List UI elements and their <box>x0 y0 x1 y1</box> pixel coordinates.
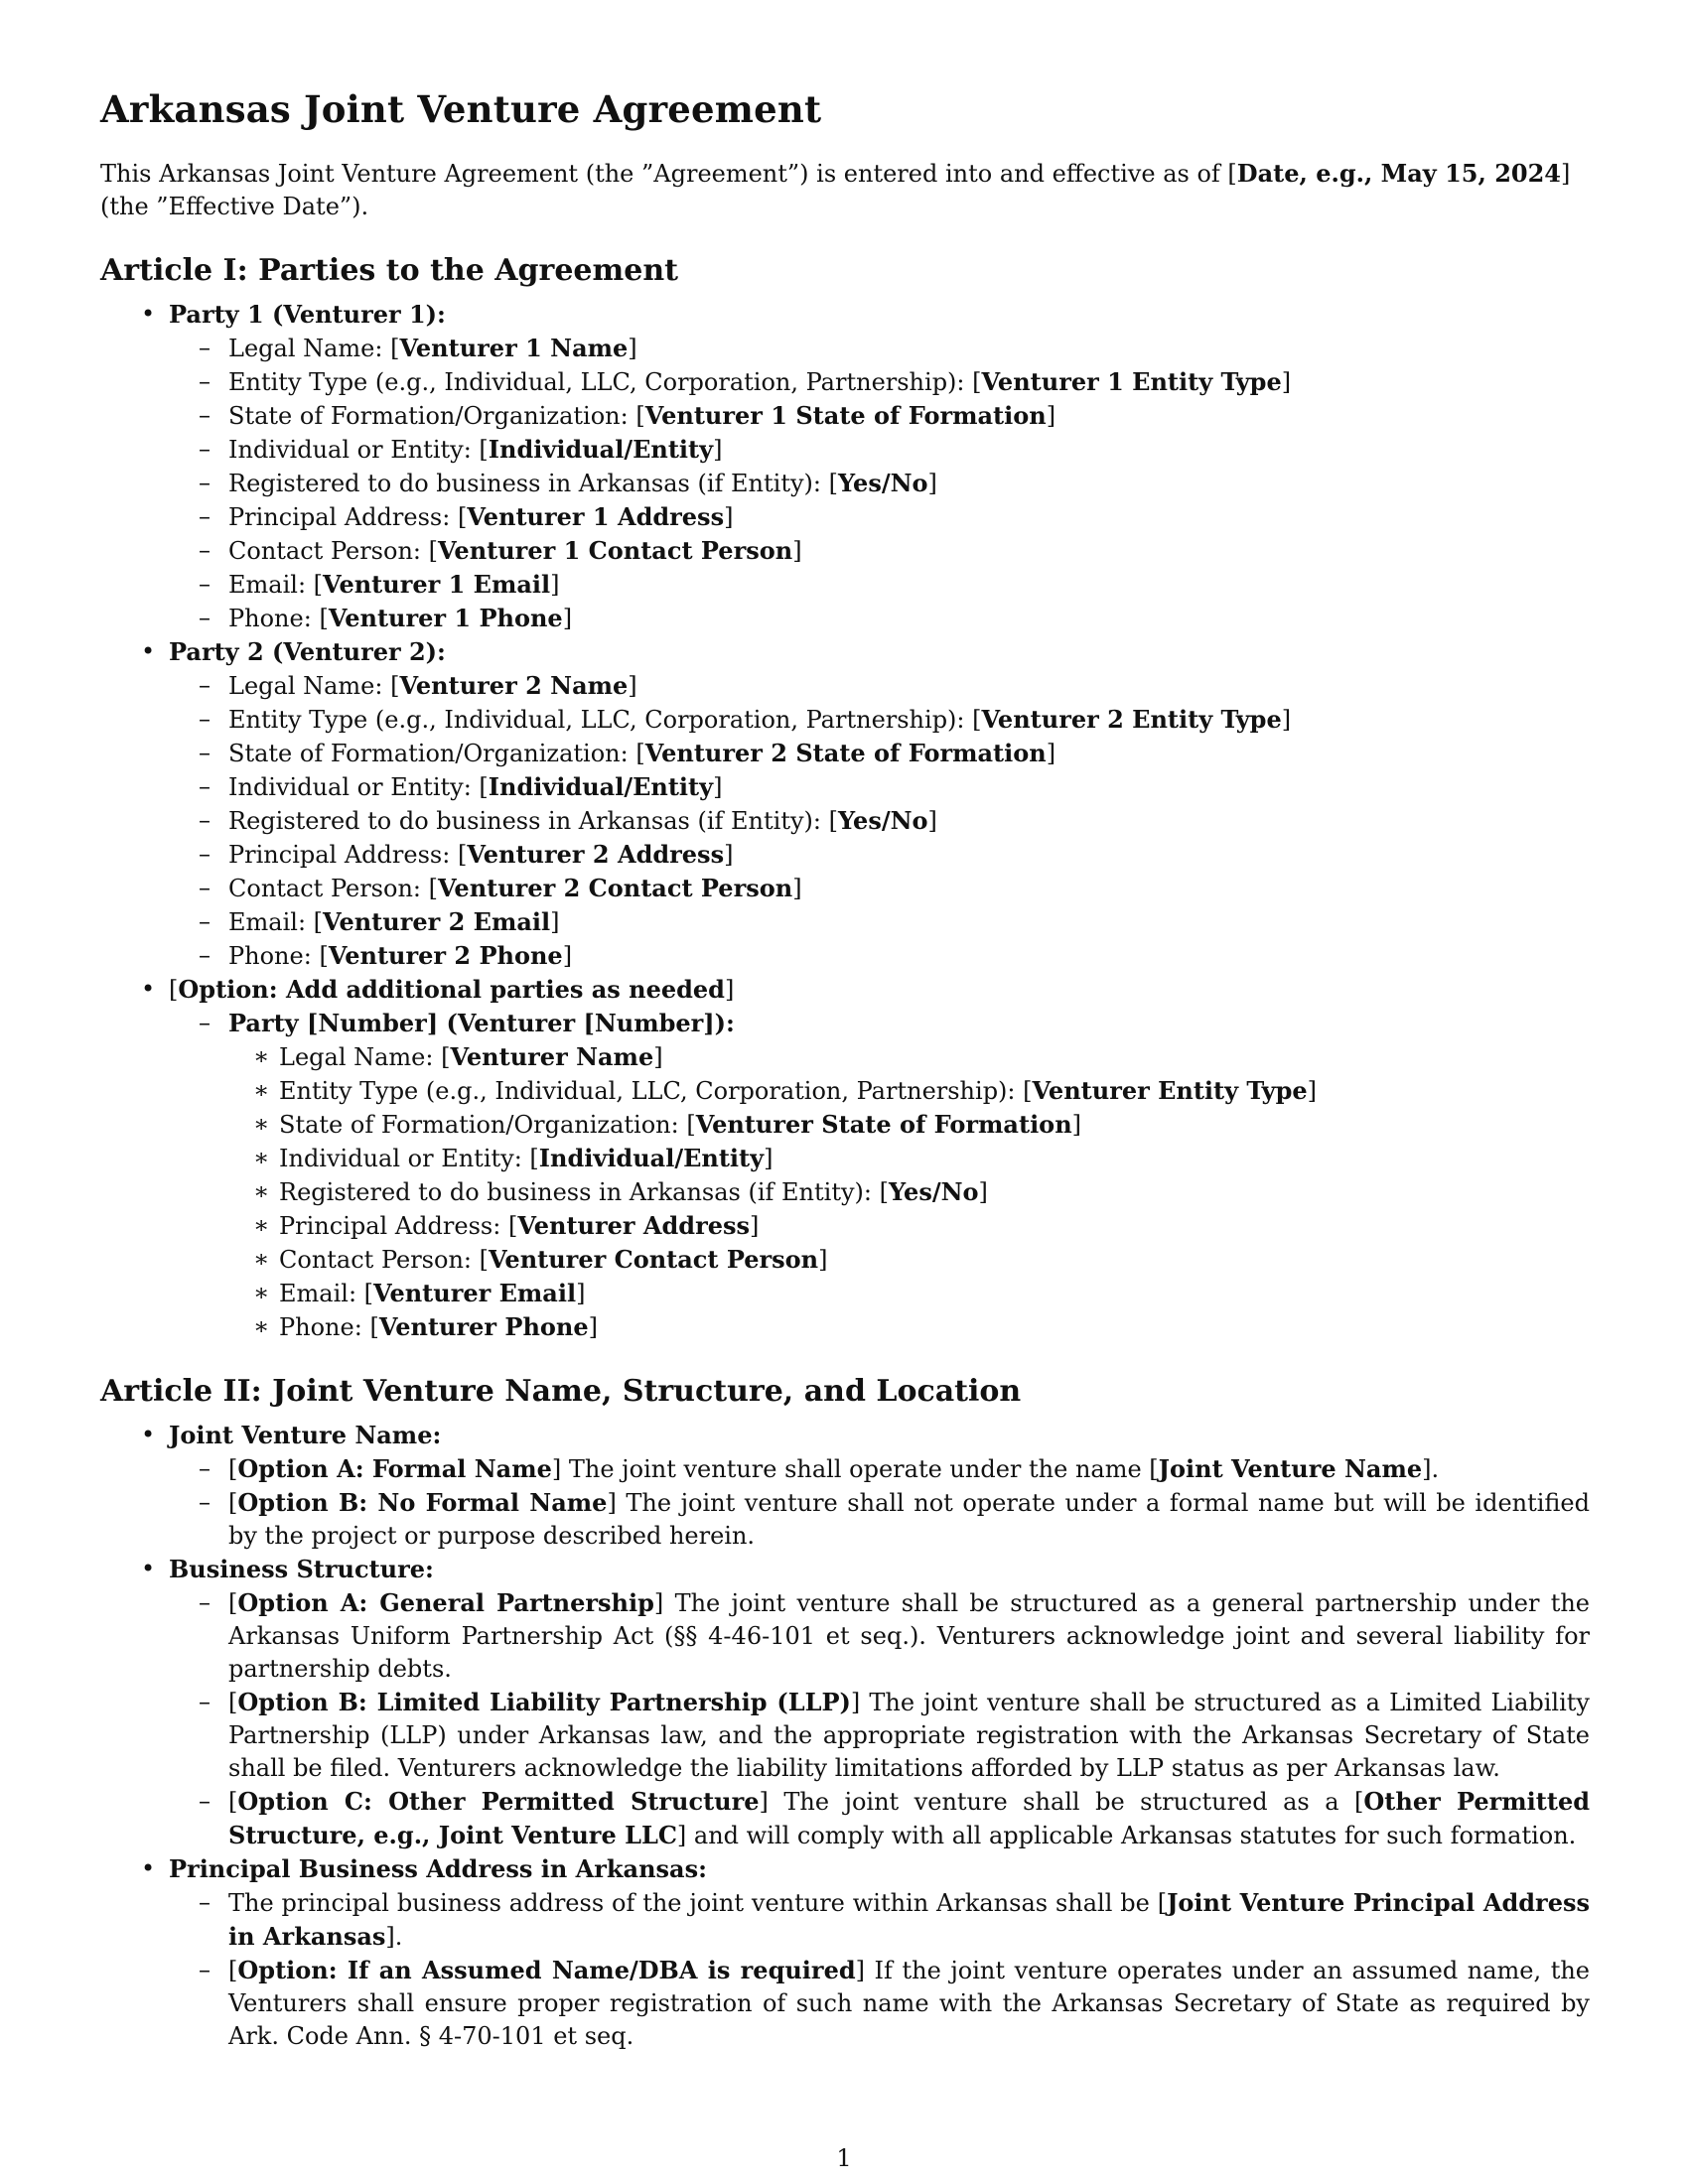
party-1-registered: – Registered to do business in Arkansas (if Entity): [Yes/No] <box>228 467 1590 500</box>
intro-before: This Arkansas Joint Venture Agreement (the ”Agreement”) is entered into and effective as of [ <box>100 160 1237 188</box>
additional-phone: ∗ Phone: [Venturer Phone] <box>279 1310 1590 1344</box>
field-label: Registered to do business in Arkansas (if Entity): <box>279 1178 880 1206</box>
field-label: Legal Name: <box>228 335 391 362</box>
additional-registered: ∗ Registered to do business in Arkansas (if Entity): [Yes/No] <box>279 1175 1590 1209</box>
field-label: Phone: <box>279 1313 370 1341</box>
effective-date-placeholder: Date, e.g., May 15, 2024 <box>1236 159 1562 188</box>
parties-list <box>100 298 1590 1344</box>
field-label: Individual or Entity: <box>279 1145 530 1172</box>
option-placeholder: Joint Venture Name <box>1158 1454 1423 1483</box>
field-label: Registered to do business in Arkansas (if Entity): <box>228 470 829 497</box>
option-text-end: ]. <box>1422 1455 1440 1483</box>
field-placeholder: Venturer Email <box>373 1279 577 1307</box>
document-page <box>100 87 1590 2053</box>
option-placeholder: Other Permitted Structure, e.g., Joint Venture LLC <box>228 1787 1590 1849</box>
jv-name-option-a: – [Option A: Formal Name] The joint venture shall operate under the name [Joint Venture Name]. <box>228 1452 1590 1486</box>
field-label: State of Formation/Organization: <box>279 1111 687 1139</box>
field-label: Principal Address: <box>228 503 458 531</box>
additional-legal-name: ∗ Legal Name: [Venturer Name] <box>279 1040 1590 1074</box>
party-2-registered: – Registered to do business in Arkansas (if Entity): [Yes/No] <box>228 804 1590 838</box>
party-1-fields <box>169 332 1590 635</box>
additional-contact: ∗ Contact Person: [Venturer Contact Person] <box>279 1243 1590 1277</box>
field-label: Phone: <box>228 605 320 632</box>
option-label: Option A: Formal Name <box>237 1454 552 1483</box>
structure-option-c: – [Option C: Other Permitted Structure] The joint venture shall be structured as a [Other Permitted Structure, e.g., Joint Venture LLC] and will comply with all applicable Arkansas statutes for such formation. <box>228 1785 1590 1852</box>
article-1-heading: Article I: Parties to the Agreement <box>100 253 678 288</box>
party-2-label: Party 2 (Venturer 2): <box>169 637 446 666</box>
option-text: The joint venture shall be structured as a [ <box>768 1788 1364 1816</box>
option-label: Option B: Limited Liability Partnership (LLP) <box>237 1688 851 1716</box>
option-text: The joint venture shall be structured as a general partnership under the Arkansas Uniform Partnership Act (§§ 4-46-101 et seq.). Venturers acknowledge joint and several liability for partnership debts. <box>228 1589 1590 1683</box>
party-2-state: – State of Formation/Organization: [Venturer 2 State of Formation] <box>228 737 1590 770</box>
option-text: The joint venture shall operate under the name [ <box>561 1455 1159 1483</box>
field-placeholder: Venturer 2 Contact Person <box>438 874 793 902</box>
field-label: Contact Person: <box>279 1246 480 1274</box>
additional-parties-option: Option: Add additional parties as needed <box>178 975 725 1004</box>
field-label: Email: <box>228 571 314 599</box>
option-label: Option: If an Assumed Name/DBA is required <box>237 1956 856 1984</box>
principal-address-label: Principal Business Address in Arkansas: <box>169 1854 707 1883</box>
option-text: The joint venture shall not operate under a formal name but will be identified by the project or purpose described herein. <box>228 1489 1590 1550</box>
option-text: If the joint venture operates under an assumed name, the Venturers shall ensure proper registration of such name with the Arkansas Secretary of State as required by Ark. Code Ann. § 4-70-101 et seq. <box>228 1957 1590 2050</box>
intro-paragraph <box>100 157 1590 223</box>
party-2-contact: – Contact Person: [Venturer 2 Contact Person] <box>228 872 1590 905</box>
party-2-entity-type: – Entity Type (e.g., Individual, LLC, Corporation, Partnership): [Venturer 2 Entity Type] <box>228 703 1590 737</box>
party-1-state: – State of Formation/Organization: [Venturer 1 State of Formation] <box>228 399 1590 433</box>
field-placeholder: Venturer 2 Phone <box>328 941 563 970</box>
option-text-end: ] and will comply with all applicable Arkansas statutes for such formation. <box>676 1822 1577 1849</box>
option-label: Option C: Other Permitted Structure <box>237 1787 760 1816</box>
field-label: Legal Name: <box>279 1043 442 1071</box>
party-2-address: – Principal Address: [Venturer 2 Address] <box>228 838 1590 872</box>
option-text-end: ]. <box>385 1923 403 1951</box>
field-label: Contact Person: <box>228 875 429 902</box>
article-2-heading: Article II: Joint Venture Name, Structure, and Location <box>100 1374 1022 1409</box>
field-label: Principal Address: <box>279 1212 508 1240</box>
field-label: Legal Name: <box>228 672 391 700</box>
field-placeholder: Yes/No <box>889 1177 979 1206</box>
party-1-phone: – Phone: [Venturer 1 Phone] <box>228 602 1590 635</box>
party-1-entity-type: – Entity Type (e.g., Individual, LLC, Corporation, Partnership): [Venturer 1 Entity Type] <box>228 365 1590 399</box>
field-placeholder: Venturer 2 Address <box>467 840 725 869</box>
field-placeholder: Venturer State of Formation <box>695 1110 1072 1139</box>
field-placeholder: Venturer Phone <box>378 1312 589 1341</box>
party-1-contact: – Contact Person: [Venturer 1 Contact Person] <box>228 534 1590 568</box>
principal-address-options <box>169 1886 1590 2053</box>
field-placeholder: Venturer 1 Phone <box>328 604 563 632</box>
jv-name-option-b: – [Option B: No Formal Name] The joint venture shall not operate under a formal name but will be identified by the project or purpose described herein. <box>228 1486 1590 1553</box>
party-2-legal-name: – Legal Name: [Venturer 2 Name] <box>228 669 1590 703</box>
party-1-address: – Principal Address: [Venturer 1 Address] <box>228 500 1590 534</box>
option-label: Option B: No Formal Name <box>237 1488 608 1517</box>
field-label: State of Formation/Organization: <box>228 740 636 767</box>
additional-party-fields <box>228 1040 1590 1344</box>
structure-option-a: – [Option A: General Partnership] The joint venture shall be structured as a general partnership under the Arkansas Uniform Partnership Act (§§ 4-46-101 et seq.). Venturers acknowledge joint and several liability for partnership debts. <box>228 1586 1590 1686</box>
page-number: 1 <box>836 2144 852 2172</box>
field-placeholder: Venturer 2 Name <box>399 671 629 700</box>
field-placeholder: Venturer 2 State of Formation <box>644 739 1047 767</box>
additional-party-label: Party [Number] (Venturer [Number]): <box>228 1009 735 1037</box>
jv-name-label: Joint Venture Name: <box>169 1421 442 1449</box>
field-label: Entity Type (e.g., Individual, LLC, Corporation, Partnership): <box>279 1077 1024 1105</box>
party-2-fields <box>169 669 1590 973</box>
additional-state: ∗ State of Formation/Organization: [Venturer State of Formation] <box>279 1108 1590 1142</box>
business-structure-label: Business Structure: <box>169 1555 434 1583</box>
field-placeholder: Venturer Name <box>450 1042 654 1071</box>
party-2-item <box>169 635 1590 973</box>
option-placeholder: Joint Venture Principal Address in Arkansas <box>228 1888 1590 1951</box>
field-placeholder: Venturer 2 Entity Type <box>981 705 1282 734</box>
field-placeholder: Venturer 1 Name <box>399 334 629 362</box>
party-1-item <box>169 298 1590 635</box>
field-placeholder: Yes/No <box>838 469 928 497</box>
jv-name-item <box>169 1419 1590 1553</box>
field-placeholder: Venturer 1 Contact Person <box>438 536 793 565</box>
field-label: State of Formation/Organization: <box>228 402 636 430</box>
field-label: Entity Type (e.g., Individual, LLC, Corporation, Partnership): <box>228 368 973 396</box>
jv-name-options <box>169 1452 1590 1553</box>
field-label: Individual or Entity: <box>228 436 480 464</box>
field-placeholder: Venturer 2 Email <box>323 907 551 936</box>
additional-individual-entity: ∗ Individual or Entity: [Individual/Entity] <box>279 1142 1590 1175</box>
field-label: Individual or Entity: <box>228 773 480 801</box>
party-1-individual-entity: – Individual or Entity: [Individual/Entity] <box>228 433 1590 467</box>
option-text: The principal business address of the joint venture within Arkansas shall be [ <box>228 1889 1168 1917</box>
assumed-name-option: – [Option: If an Assumed Name/DBA is required] If the joint venture operates under an assumed name, the Venturers shall ensure proper registration of such name with the Arkansas Secretary of State as required by Ark. Code Ann. § 4-70-101 et seq. <box>228 1954 1590 2053</box>
field-label: Phone: <box>228 942 320 970</box>
intro-after: ] (the ”Effective Date”). <box>100 160 1571 220</box>
field-placeholder: Venturer 1 Address <box>467 502 725 531</box>
field-label: Registered to do business in Arkansas (if Entity): <box>228 807 829 835</box>
party-2-phone: – Phone: [Venturer 2 Phone] <box>228 939 1590 973</box>
business-structure-options <box>169 1586 1590 1852</box>
field-label: Email: <box>279 1280 364 1307</box>
party-2-individual-entity: – Individual or Entity: [Individual/Entity] <box>228 770 1590 804</box>
party-1-label: Party 1 (Venturer 1): <box>169 300 446 329</box>
field-placeholder: Venturer 1 Entity Type <box>981 367 1282 396</box>
section-spacer <box>100 1344 1590 1374</box>
principal-address-statement <box>228 1886 1590 1954</box>
additional-email: ∗ Email: [Venturer Email] <box>279 1277 1590 1310</box>
field-label: Contact Person: <box>228 537 429 565</box>
article-2-list <box>100 1419 1590 2053</box>
field-placeholder: Venturer Address <box>517 1211 751 1240</box>
party-1-email: – Email: [Venturer 1 Email] <box>228 568 1590 602</box>
option-label: Option A: General Partnership <box>237 1588 654 1617</box>
party-1-legal-name: – Legal Name: [Venturer 1 Name] <box>228 332 1590 365</box>
additional-parties-sublist <box>169 1007 1590 1344</box>
field-label: Entity Type (e.g., Individual, LLC, Corporation, Partnership): <box>228 706 973 734</box>
business-structure-item <box>169 1553 1590 1852</box>
field-placeholder: Individual/Entity <box>538 1144 765 1172</box>
field-label: Email: <box>228 908 314 936</box>
principal-address-item <box>169 1852 1590 2053</box>
field-placeholder: Venturer 1 Email <box>323 570 551 599</box>
field-placeholder: Individual/Entity <box>488 772 714 801</box>
document-title: Arkansas Joint Venture Agreement <box>100 87 822 131</box>
field-placeholder: Individual/Entity <box>488 435 714 464</box>
field-placeholder: Venturer Contact Person <box>489 1245 819 1274</box>
field-label: Principal Address: <box>228 841 458 869</box>
additional-address: ∗ Principal Address: [Venturer Address] <box>279 1209 1590 1243</box>
additional-entity-type: ∗ Entity Type (e.g., Individual, LLC, Corporation, Partnership): [Venturer Entity Type] <box>279 1074 1590 1108</box>
party-2-email: – Email: [Venturer 2 Email] <box>228 905 1590 939</box>
structure-option-b: – [Option B: Limited Liability Partnership (LLP)] The joint venture shall be structured as a Limited Liability Partnership (LLP) under Arkansas law, and the appropriate registration with the Arkansas Secretary of State shall be filed. Venturers acknowledge the liability limitations afforded by LLP status as per Arkansas law. <box>228 1686 1590 1785</box>
field-placeholder: Yes/No <box>838 806 928 835</box>
field-placeholder: Venturer Entity Type <box>1032 1076 1308 1105</box>
option-text: The joint venture shall be structured as a Limited Liability Partnership (LLP) under Arkansas law, and the appropriate registration with the Arkansas Secretary of State shall be filed. Venturers acknowledge the liability limitations afforded by LLP status as per Arkansas law. <box>228 1689 1590 1782</box>
field-placeholder: Venturer 1 State of Formation <box>644 401 1047 430</box>
additional-parties-item: • [Option: Add additional parties as needed] – Party [Number] (Venturer [Number]): ∗ Legal Name: [Venturer Name] ∗ Entity Type (e.g., Individual, LLC, Corporation, Partnership): [Venturer Entity Type] ∗ State of Formation/Organization: [Venturer State of Formation] ∗ Individual or Entity: [Individual/Entity] ∗ Registered to do business in Arkansas (if Entity): [Yes/No] ∗ Principal Address: [Venturer Address] ∗ Contact Person: [Venturer Contact Person] ∗ Email: [Venturer Email] ∗ Phone: [Venturer Phone] <box>169 973 1590 1344</box>
additional-party-item <box>228 1007 1590 1344</box>
